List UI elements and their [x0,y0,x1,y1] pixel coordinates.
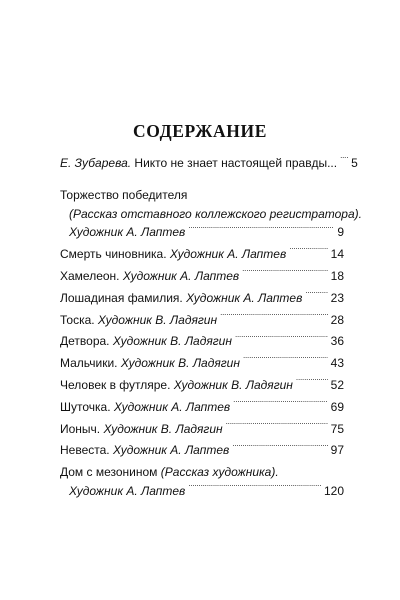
toc-line [60,311,344,330]
dot-leader [220,312,328,324]
toc-line [60,420,344,439]
page-number: 36 [330,334,344,349]
entry-title: Тоска. [60,312,95,327]
toc-line [60,223,344,242]
toc-entry[interactable] [60,441,344,460]
toc-entry[interactable] [60,354,344,373]
entry-title: Ионыч. [60,421,101,436]
toc-entry[interactable] [60,420,344,439]
toc-line [60,441,344,460]
entry-subtitle: (Рассказ художника). [160,465,279,480]
entry-artist: Художник В. Ладягин [100,421,223,436]
dot-leader [296,377,328,389]
entry-title: Дом с мезонином [60,465,161,480]
dot-leader [289,246,327,258]
page-number: 97 [330,443,344,458]
toc-line [60,289,344,308]
page-number: 18 [330,268,344,283]
entry-author: Е. Зубарева. [60,156,132,170]
dot-leader [340,155,348,167]
entry-subtitle: (Рассказ отставного коллежского регистратора). [69,206,362,221]
page-number: 69 [330,399,344,414]
page-number: 28 [330,312,344,327]
entry-artist: Художник В. Ладягин [94,312,218,327]
toc-line [60,245,344,264]
toc-line [60,354,344,373]
toc-entry[interactable] [60,463,344,501]
page-number: 5 [351,156,358,170]
toc-entry[interactable] [60,376,344,395]
entry-artist: Художник А. Лаптев [182,290,303,305]
dot-leader [243,355,328,367]
entry-title: Шуточка. [60,399,111,414]
toc-entry[interactable] [60,289,344,308]
entry-title: Человек в футляре. [60,377,171,392]
toc-line [60,398,344,417]
entry-artist: Художник В. Ладягин [109,334,232,349]
entry-title: Смерть чиновника. [60,247,167,262]
toc-line [60,463,344,482]
toc-line [60,154,358,173]
page-number: 120 [323,483,344,498]
entry-title: Хамелеон. [60,268,120,283]
entry-artist: Художник В. Ладягин [117,356,240,371]
toc-entry[interactable] [60,267,344,286]
dot-leader [232,442,327,454]
entry-artist: Художник А. Лаптев [119,268,240,283]
page-number: 23 [330,290,344,305]
entry-title: Невеста. [60,443,110,458]
entry-artist: Художник А. Лаптев [166,247,287,262]
page-number: 14 [330,247,344,262]
entry-artist: Художник А. Лаптев [69,225,186,240]
dot-leader [242,268,328,280]
entry-artist: Художник А. Лаптев [110,399,231,414]
dot-leader [188,224,334,236]
toc-entry[interactable] [60,154,358,173]
dot-leader [305,290,327,302]
toc-list [60,154,362,501]
entry-artist: Художник А. Лаптев [109,443,230,458]
dot-leader [233,399,327,411]
entry-title: Детвора. [60,334,110,349]
dot-leader [226,421,328,433]
dot-leader [188,483,321,495]
entry-title: Мальчики. [60,356,118,371]
page-number: 52 [330,377,344,392]
toc-line [60,267,344,286]
toc-entry[interactable] [60,245,344,264]
entry-artist: Художник В. Ладягин [170,377,293,392]
toc-line [60,186,344,205]
toc-entry[interactable] [60,186,362,242]
entry-title: Торжество победителя [60,187,188,202]
toc-line [60,482,344,501]
page-title: СОДЕРЖАНИЕ [132,121,267,141]
toc-entry[interactable] [60,311,344,330]
toc-entry[interactable] [60,332,344,351]
toc-line [60,205,362,224]
entry-artist: Художник А. Лаптев [69,483,186,498]
page-number: 43 [330,356,344,371]
toc-entry[interactable] [60,398,344,417]
toc-line [60,376,344,395]
toc-line [60,332,344,351]
page-number: 9 [337,225,344,240]
page-number: 75 [330,421,344,436]
dot-leader [235,333,328,345]
entry-title: Никто не знает настоящей правды... [131,156,338,170]
entry-title: Лошадиная фамилия. [60,290,183,305]
